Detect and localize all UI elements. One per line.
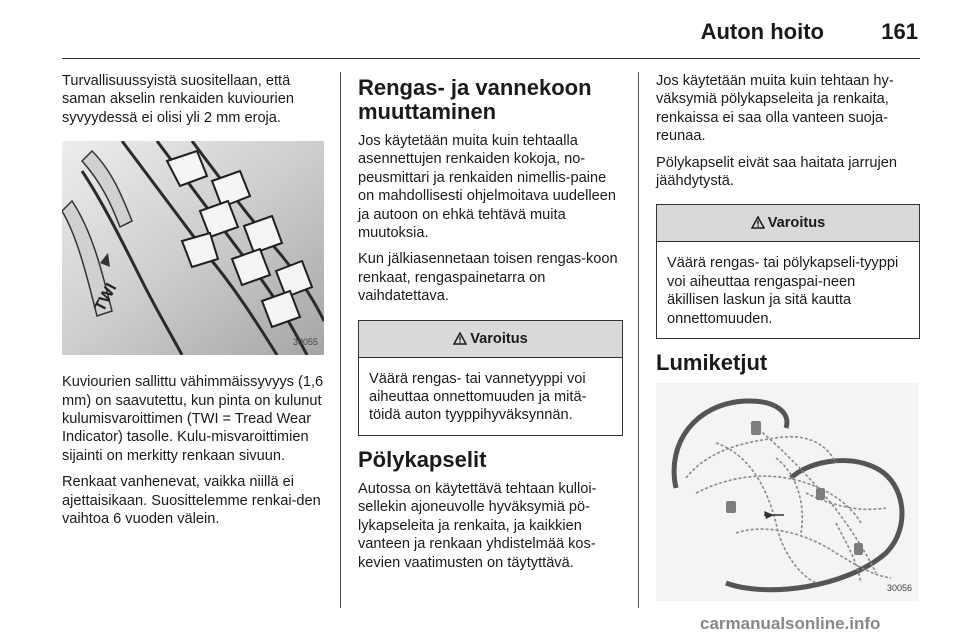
twi-marking: TWI (91, 280, 121, 315)
warning-title: Varoitus (767, 215, 826, 232)
paragraph: Kun jälkiasennetaan toisen rengas-koon renkaat, rengaspainetarra on vaihdatettava. (358, 251, 618, 305)
warning-header (359, 321, 622, 358)
warning-title: Varoitus (470, 330, 528, 347)
column-divider (340, 72, 341, 608)
column-divider (638, 72, 639, 608)
paragraph: Renkaat vanhenevat, vaikka niillä ei ajettaisikaan. Suosittelemme renkai-den vaihtoa 6 vuoden välein. (62, 474, 321, 528)
snow-chain-illustration (656, 383, 918, 601)
paragraph: Pölykapselit eivät saa haitata jarrujen jäähdytystä. (656, 154, 897, 190)
page-header (62, 0, 920, 59)
image-code: 30056 (886, 582, 912, 593)
warning-box (358, 320, 623, 436)
warning-text: Väärä rengas- tai vannetyyppi voi aiheuttaa onnettomuuden ja mitä-töidä auton tyyppihyväksynnän. (369, 370, 587, 424)
section-heading: Pölykapselit (358, 446, 487, 472)
paragraph: Autossa on käytettävä tehtaan kulloi-sellekin ajoneuvolle hyväksymiä pö-lykapseleita ja renkaita, ja kaikkien vanteen ja renkaan yhdistelmää kos-kevien vaatimusten on täytyttävä. (358, 480, 597, 571)
tire-tread-image (62, 141, 324, 355)
warning-text: Väärä rengas- tai pölykapseli-tyyppi voi aiheuttaa rengaspai-neen äkillisen laskun ja sitä kautta onnettomuuden. (667, 255, 899, 327)
paragraph: Turvallisuussyistä suositellaan, että saman akselin renkaiden kuviourien syvyydessä ei olisi yli 2 mm eroja. (62, 73, 295, 126)
tire-tread-illustration (62, 141, 324, 355)
warning-box (656, 204, 920, 339)
page-number: 161 (881, 19, 918, 44)
column-3 (656, 72, 920, 601)
paragraph: Kuviourien sallittu vähimmäissyvyys (1,6 mm) on saavutettu, kun pinta on kulunut kulumisvaroittimen (TWI = Tread Wear Indicator) tasolle. Kulu-misvaroittimien sijainti on merkitty renkaan sivuun. (62, 374, 324, 464)
snow-chain-image (656, 383, 918, 601)
column-2 (358, 72, 623, 580)
column-1 (62, 72, 324, 536)
image-code: 30055 (292, 336, 318, 347)
paragraph: Jos käytetään muita kuin tehtaan hy-väksymiä pölykapseleita ja renkaita, renkaissa ei saa olla vanteen suoja-reunaa. (656, 73, 894, 145)
paragraph: Jos käytetään muita kuin tehtaalla asennettujen renkaiden kokoja, no-peusmittari ja renkaiden nimellis-paine on mahdollisesti ohjelmoitava uudelleen ja autoon on ehkä tehtävä muita muutoksia. (358, 133, 616, 242)
warning-triangle-icon (453, 323, 467, 359)
watermark: carmanualsonline.info (700, 614, 881, 633)
warning-triangle-icon (751, 207, 765, 243)
section-heading: Lumiketjut (656, 350, 768, 376)
section-heading: Rengas- ja vannekoon muuttaminen (358, 75, 592, 124)
section-title: Auton hoito (700, 19, 824, 44)
warning-header (657, 205, 919, 242)
